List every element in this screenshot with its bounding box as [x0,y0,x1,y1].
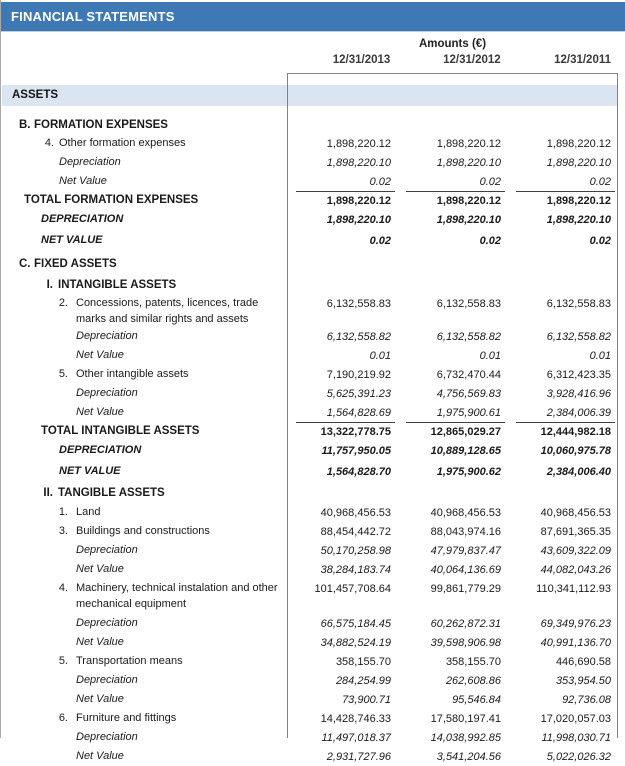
value-cell: 1,898,220.12 [546,138,611,150]
row-label-text: Transportation means [76,655,183,667]
row-label-text: Net Value [76,406,124,418]
table-row [1,503,619,522]
column-header-2013: 12/31/2013 [332,54,391,66]
row-label [1,172,288,189]
row-label [1,747,288,764]
column-header-2012: 12/31/2012 [443,54,501,66]
value-cell: 34,882,524.19 [320,637,391,649]
row-label [1,709,288,726]
row-number: I. [46,279,53,291]
value-cell: 110,341,112.93 [536,583,611,595]
value-cell: 40,064,136.69 [430,564,501,576]
value-cell: 12,444,982.18 [508,422,618,441]
row-label [1,422,288,439]
row-label-text: DEPRECIATION [41,213,124,225]
value-cell: 1,898,220.12 [436,138,501,150]
table-row [1,728,619,747]
value-cell: 6,132,558.83 [546,298,611,310]
value-cell: 73,900.71 [342,694,391,706]
value-cell: 14,038,992.85 [430,732,501,744]
value-cell: 44,082,043.26 [540,564,611,576]
table-row-total [1,231,619,250]
value-cell: 101,457,708.64 [314,583,391,595]
value-cell: 0.02 [589,235,611,247]
row-label [1,403,288,420]
row-label-text: Depreciation [76,674,138,686]
row-label [1,522,288,539]
row-number: II. [43,487,53,499]
row-label-text: Net Value [76,636,124,648]
table-row [1,276,619,294]
value-cell [288,484,398,487]
value-cell: 6,732,470.44 [436,369,501,381]
row-label-text: Net Value [76,563,124,575]
row-label [1,560,288,577]
row-label [1,384,288,401]
value-cell: 1,975,900.62 [436,466,501,478]
row-label [1,346,288,363]
table-row [1,346,619,365]
value-cell: 40,968,456.53 [540,507,611,519]
value-cell: 0.02 [479,235,501,247]
value-cell: 40,968,456.53 [430,507,501,519]
value-cell: 5,022,026.32 [546,751,611,763]
row-label [1,294,288,327]
row-label-text: Concessions, patents, licences, trade marks and similar rights and assets [76,297,259,325]
row-label [1,728,288,745]
value-cell: 6,132,558.83 [436,298,501,310]
value-cell: 38,284,183.74 [320,564,391,576]
row-label-text: Land [76,506,101,518]
value-cell: 6,132,558.82 [436,331,501,343]
value-cell: 0.01 [589,350,611,362]
table-row [1,116,619,134]
value-cell: 2,931,727.96 [326,751,391,763]
value-cell [398,255,508,258]
table-row [1,403,619,422]
row-label [1,153,288,170]
table-row [1,384,619,403]
row-label [1,614,288,631]
value-cell: 3,928,416.96 [546,388,611,400]
value-cell: 60,262,872.31 [430,618,501,630]
value-cell: 17,580,197.41 [430,713,501,725]
table-row [1,747,619,766]
value-cell: 4,756,569.83 [436,388,501,400]
row-label-text: Furniture and fittings [76,712,177,724]
assets-section-label: ASSETS [12,89,59,101]
table-row-total [1,210,619,229]
row-label [1,255,288,272]
value-cell: 0.02 [479,176,501,188]
table-row [1,614,619,633]
value-cell [398,484,508,487]
value-cell: 1,898,220.12 [508,191,618,210]
row-label-text: Depreciation [76,617,138,629]
table-row-total [1,441,619,460]
value-cell: 5,625,391.23 [326,388,391,400]
value-cell: 6,132,558.83 [326,298,391,310]
table-row [1,560,619,579]
value-cell: 43,609,322.09 [540,545,611,557]
value-cell: 99,861,779.29 [430,583,501,595]
value-cell: 0.01 [369,350,391,362]
row-label-text: Other intangible assets [76,368,189,380]
value-cell: 446,690.58 [555,656,611,668]
row-label [1,503,288,520]
row-label-text: Depreciation [59,156,121,168]
value-cell: 6,132,558.82 [326,331,391,343]
row-label-text: TOTAL FORMATION EXPENSES [24,194,199,206]
value-cell [508,116,618,119]
value-cell: 1,898,220.12 [398,191,508,210]
table-row [1,690,619,709]
row-label-text: Net Value [59,175,107,187]
value-cell: 88,454,442.72 [320,526,391,538]
value-cell [508,484,618,487]
row-label-text: Net Value [76,750,124,762]
row-number: C. [19,258,31,270]
row-label [1,276,288,293]
value-cell: 50,170,258.98 [320,545,391,557]
value-cell: 1,898,220.10 [436,157,501,169]
row-label [1,652,288,669]
table-row [1,709,619,728]
table-row [1,153,619,172]
value-cell: 1,975,900.61 [436,407,501,419]
value-cell: 95,546.84 [452,694,501,706]
value-cell: 1,898,220.12 [326,138,391,150]
row-number: 6. [58,712,68,724]
table-row-total [1,191,619,210]
value-cell: 10,889,128.65 [430,445,501,457]
value-cell [508,255,618,258]
value-cell: 358,155.70 [335,656,391,668]
table-row [1,484,619,502]
page-title: FINANCIAL STATEMENTS [11,9,175,24]
table-row-total [1,462,619,481]
value-cell: 1,564,828.69 [326,407,391,419]
amounts-header: Amounts (€) [418,38,487,50]
row-number: B. [19,119,31,131]
value-cell [398,276,508,279]
row-label-text: Buildings and constructions [76,525,210,537]
table-row-total [1,422,619,441]
value-cell: 0.02 [369,235,391,247]
table-row [1,522,619,541]
value-cell: 92,736.08 [562,694,611,706]
value-cell: 47,979,837.47 [430,545,501,557]
value-cell: 7,190,219.92 [326,369,391,381]
table-row [1,671,619,690]
value-cell [288,255,398,258]
row-label-text: NET VALUE [59,465,121,477]
table-row [1,541,619,560]
row-label-text: TANGIBLE ASSETS [58,487,165,499]
table-row [1,579,619,612]
value-cell: 3,541,204.56 [436,751,501,763]
table-row [1,134,619,153]
row-label [1,231,288,248]
row-label [1,365,288,382]
value-cell: 40,968,456.53 [320,507,391,519]
row-label-text: Depreciation [76,544,138,556]
value-cell: 17,020,057.03 [540,713,611,725]
row-label [1,541,288,558]
value-cell [288,116,398,119]
row-number: 3. [58,525,68,537]
table-row [1,365,619,384]
row-label [1,484,288,501]
row-label [1,441,288,458]
value-cell: 10,060,975.78 [540,445,611,457]
value-cell: 1,898,220.10 [546,157,611,169]
value-cell: 13,322,778.75 [288,422,398,441]
row-label [1,462,288,479]
page-title-bar [1,2,625,32]
row-label-text: Machinery, technical instalation and other mechanical equipment [76,582,278,610]
row-label-text: INTANGIBLE ASSETS [58,279,177,291]
value-cell: 1,898,220.12 [288,191,398,210]
value-cell: 6,312,423.35 [546,369,611,381]
row-label-text: Depreciation [76,731,138,743]
value-cell [508,276,618,279]
value-cell: 66,575,184.45 [320,618,391,630]
table-row [1,633,619,652]
value-cell: 87,691,365.35 [540,526,611,538]
row-label-text: Net Value [76,349,124,361]
value-cell: 1,898,220.10 [326,214,391,226]
row-label-text: FORMATION EXPENSES [34,119,168,131]
row-number: 2. [58,297,68,309]
value-cell: 262,608.86 [445,675,501,687]
row-label-text: NET VALUE [41,234,103,246]
row-label [1,116,288,133]
row-label [1,134,288,151]
row-label-text: Other formation expenses [59,137,186,149]
value-cell: 0.02 [369,176,391,188]
value-cell: 2,384,006.40 [546,466,611,478]
table-row [1,652,619,671]
row-label-text: Depreciation [76,330,138,342]
value-cell: 6,132,558.82 [546,331,611,343]
value-cell [398,116,508,119]
value-cell: 284,254.99 [335,675,391,687]
value-cell [288,276,398,279]
row-label-text: Depreciation [76,387,138,399]
value-cell: 0.01 [479,350,501,362]
value-cell: 69,349,976.23 [540,618,611,630]
value-cell: 88,043,974.16 [430,526,501,538]
row-label-text: DEPRECIATION [59,444,142,456]
value-cell: 12,865,029.27 [398,422,508,441]
value-cell: 0.02 [589,176,611,188]
row-label-text: FIXED ASSETS [34,258,117,270]
value-cell: 1,898,220.10 [546,214,611,226]
value-cell: 353,954.50 [555,675,611,687]
value-cell: 1,898,220.10 [436,214,501,226]
value-cell: 1,564,828.70 [326,466,391,478]
table-row [1,172,619,191]
row-label [1,690,288,707]
column-header-2011: 12/31/2011 [554,54,611,66]
row-number: 4. [58,582,68,594]
value-cell: 39,598,906.98 [430,637,501,649]
value-cell: 1,898,220.10 [326,157,391,169]
row-label-text: TOTAL INTANGIBLE ASSETS [41,425,200,437]
row-number: 4. [44,137,54,149]
value-cell: 358,155.70 [445,656,501,668]
row-label-text: Net Value [76,693,124,705]
table-row [1,327,619,346]
table-row [1,255,619,273]
value-cell: 11,757,950.05 [321,445,391,457]
value-cell: 11,998,030.71 [541,732,611,744]
column-headers [287,54,618,66]
row-number: 5. [58,655,68,667]
row-number: 5. [58,368,68,380]
row-label [1,210,288,227]
row-label [1,327,288,344]
assets-section-band [2,85,618,106]
value-cell: 2,384,006.39 [546,407,611,419]
value-cell: 14,428,746.33 [320,713,391,725]
value-cell: 11,497,018.37 [321,732,391,744]
row-label [1,579,288,612]
table-rows [1,106,619,766]
row-label [1,671,288,688]
row-number: 1. [58,506,68,518]
table-row [1,294,619,327]
row-label [1,191,288,208]
row-label [1,633,288,650]
value-cell: 40,991,136.70 [540,637,611,649]
